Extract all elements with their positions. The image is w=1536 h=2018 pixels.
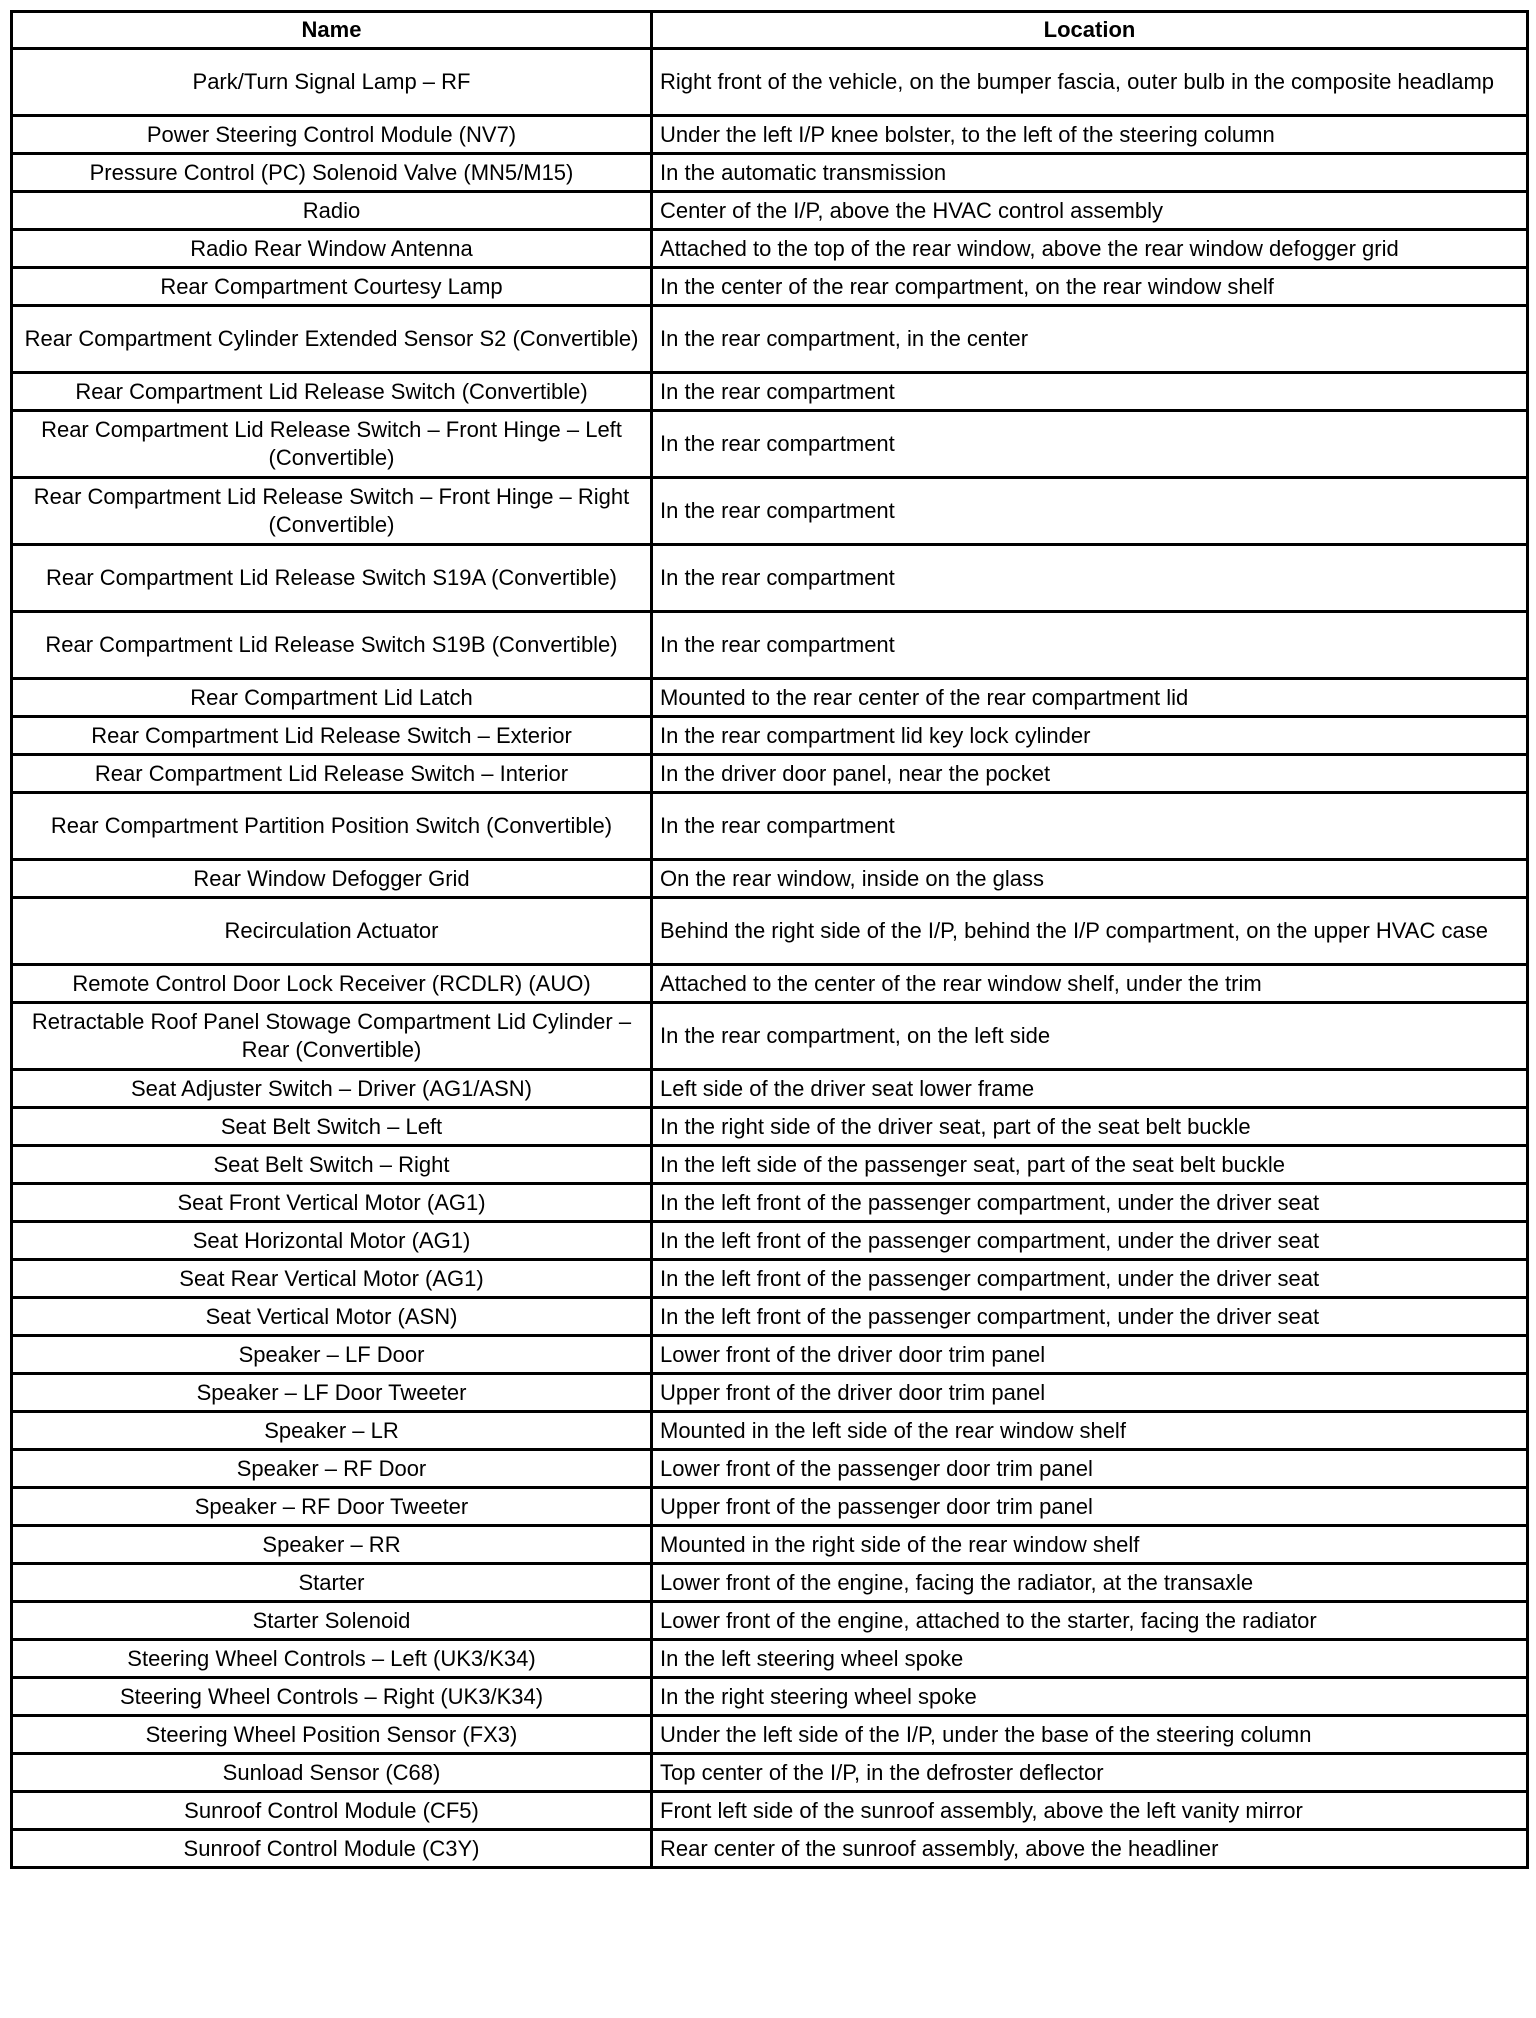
table-row [12,1792,1528,1830]
component-location-cell: In the rear compartment, on the left side [652,1003,1528,1070]
component-location-table [10,10,1529,1869]
component-name-cell: Rear Compartment Cylinder Extended Sensor S2 (Convertible) [12,306,652,373]
component-location-cell: In the rear compartment [652,793,1528,860]
component-location-cell: In the right side of the driver seat, part of the seat belt buckle [652,1108,1528,1146]
table-row [12,154,1528,192]
component-name-cell: Starter [12,1564,652,1602]
table-row [12,1298,1528,1336]
table-row [12,612,1528,679]
component-name-cell: Retractable Roof Panel Stowage Compartment Lid Cylinder – Rear (Convertible) [12,1003,652,1070]
component-location-cell: Lower front of the engine, attached to the starter, facing the radiator [652,1602,1528,1640]
table-row [12,1640,1528,1678]
component-name-cell: Rear Compartment Lid Release Switch (Convertible) [12,373,652,411]
component-location-cell: Front left side of the sunroof assembly, above the left vanity mirror [652,1792,1528,1830]
table-row [12,965,1528,1003]
component-name-cell: Steering Wheel Controls – Left (UK3/K34) [12,1640,652,1678]
component-location-cell: In the rear compartment [652,373,1528,411]
component-name-cell: Remote Control Door Lock Receiver (RCDLR) (AUO) [12,965,652,1003]
table-row [12,1412,1528,1450]
table-row [12,1830,1528,1868]
table-row [12,1222,1528,1260]
component-name-cell: Speaker – LR [12,1412,652,1450]
table-row [12,860,1528,898]
component-name-cell: Sunroof Control Module (CF5) [12,1792,652,1830]
component-location-cell: Upper front of the driver door trim panel [652,1374,1528,1412]
component-location-cell: In the rear compartment, in the center [652,306,1528,373]
component-name-cell: Seat Belt Switch – Right [12,1146,652,1184]
component-name-cell: Speaker – LF Door Tweeter [12,1374,652,1412]
component-name-cell: Rear Compartment Lid Release Switch – Exterior [12,717,652,755]
component-name-cell: Rear Compartment Lid Latch [12,679,652,717]
component-location-cell: In the rear compartment [652,612,1528,679]
location-column-header: Location [652,12,1528,49]
component-location-cell: Left side of the driver seat lower frame [652,1070,1528,1108]
table-row [12,1070,1528,1108]
table-row [12,411,1528,478]
table-row [12,1450,1528,1488]
component-name-cell: Park/Turn Signal Lamp – RF [12,49,652,116]
component-location-cell: Attached to the center of the rear window shelf, under the trim [652,965,1528,1003]
component-location-cell: Lower front of the engine, facing the radiator, at the transaxle [652,1564,1528,1602]
component-name-cell: Rear Compartment Courtesy Lamp [12,268,652,306]
component-location-cell: Under the left side of the I/P, under the base of the steering column [652,1716,1528,1754]
component-name-cell: Rear Compartment Lid Release Switch S19A (Convertible) [12,545,652,612]
component-name-cell: Radio Rear Window Antenna [12,230,652,268]
table-row [12,306,1528,373]
table-row [12,1678,1528,1716]
component-location-cell: Lower front of the passenger door trim panel [652,1450,1528,1488]
component-name-cell: Seat Adjuster Switch – Driver (AG1/ASN) [12,1070,652,1108]
component-location-cell: In the left front of the passenger compartment, under the driver seat [652,1298,1528,1336]
component-name-cell: Radio [12,192,652,230]
component-location-cell: Under the left I/P knee bolster, to the left of the steering column [652,116,1528,154]
component-location-cell: Mounted to the rear center of the rear compartment lid [652,679,1528,717]
component-location-cell: Mounted in the right side of the rear window shelf [652,1526,1528,1564]
component-name-cell: Rear Compartment Lid Release Switch – Interior [12,755,652,793]
component-name-cell: Seat Horizontal Motor (AG1) [12,1222,652,1260]
component-location-cell: On the rear window, inside on the glass [652,860,1528,898]
table-row [12,192,1528,230]
component-location-cell: Behind the right side of the I/P, behind the I/P compartment, on the upper HVAC case [652,898,1528,965]
table-row [12,679,1528,717]
component-location-cell: In the rear compartment [652,545,1528,612]
table-row [12,478,1528,545]
component-name-cell: Starter Solenoid [12,1602,652,1640]
component-name-cell: Rear Compartment Lid Release Switch – Front Hinge – Right (Convertible) [12,478,652,545]
component-location-cell: Mounted in the left side of the rear window shelf [652,1412,1528,1450]
component-name-cell: Rear Compartment Lid Release Switch – Front Hinge – Left (Convertible) [12,411,652,478]
component-location-cell: In the left front of the passenger compartment, under the driver seat [652,1184,1528,1222]
component-name-cell: Seat Rear Vertical Motor (AG1) [12,1260,652,1298]
table-row [12,268,1528,306]
component-location-cell: In the left side of the passenger seat, part of the seat belt buckle [652,1146,1528,1184]
component-name-cell: Rear Compartment Partition Position Switch (Convertible) [12,793,652,860]
component-location-cell: Lower front of the driver door trim panel [652,1336,1528,1374]
component-location-cell: In the rear compartment lid key lock cylinder [652,717,1528,755]
component-name-cell: Speaker – RF Door Tweeter [12,1488,652,1526]
component-name-cell: Rear Compartment Lid Release Switch S19B (Convertible) [12,612,652,679]
component-location-cell: Top center of the I/P, in the defroster deflector [652,1754,1528,1792]
component-name-cell: Pressure Control (PC) Solenoid Valve (MN5/M15) [12,154,652,192]
component-location-cell: In the left steering wheel spoke [652,1640,1528,1678]
table-row [12,1754,1528,1792]
component-name-cell: Power Steering Control Module (NV7) [12,116,652,154]
component-name-cell: Speaker – RR [12,1526,652,1564]
component-name-cell: Steering Wheel Position Sensor (FX3) [12,1716,652,1754]
component-name-cell: Seat Belt Switch – Left [12,1108,652,1146]
table-row [12,1184,1528,1222]
table-row [12,1003,1528,1070]
component-location-cell: Center of the I/P, above the HVAC control assembly [652,192,1528,230]
table-row [12,793,1528,860]
table-row [12,1374,1528,1412]
table-row [12,1564,1528,1602]
component-name-cell: Recirculation Actuator [12,898,652,965]
component-location-cell: Right front of the vehicle, on the bumper fascia, outer bulb in the composite headlamp [652,49,1528,116]
table-row [12,1260,1528,1298]
table-row [12,230,1528,268]
component-location-cell: In the left front of the passenger compartment, under the driver seat [652,1260,1528,1298]
table-row [12,1602,1528,1640]
name-column-header: Name [12,12,652,49]
component-location-cell: Upper front of the passenger door trim panel [652,1488,1528,1526]
component-name-cell: Speaker – RF Door [12,1450,652,1488]
component-location-sheet [10,10,1526,1869]
table-row [12,1336,1528,1374]
component-name-cell: Sunload Sensor (C68) [12,1754,652,1792]
table-row [12,1716,1528,1754]
component-location-cell: In the driver door panel, near the pocket [652,755,1528,793]
table-row [12,755,1528,793]
table-row [12,898,1528,965]
component-name-cell: Sunroof Control Module (C3Y) [12,1830,652,1868]
table-row [12,1526,1528,1564]
table-row [12,1146,1528,1184]
table-row [12,1488,1528,1526]
component-location-cell: In the center of the rear compartment, on the rear window shelf [652,268,1528,306]
table-row [12,49,1528,116]
component-location-cell: In the left front of the passenger compartment, under the driver seat [652,1222,1528,1260]
component-location-cell: Attached to the top of the rear window, above the rear window defogger grid [652,230,1528,268]
table-row [12,545,1528,612]
component-location-cell: Rear center of the sunroof assembly, above the headliner [652,1830,1528,1868]
component-name-cell: Seat Vertical Motor (ASN) [12,1298,652,1336]
component-location-cell: In the rear compartment [652,411,1528,478]
table-header-row [12,12,1528,49]
component-name-cell: Seat Front Vertical Motor (AG1) [12,1184,652,1222]
component-location-cell: In the automatic transmission [652,154,1528,192]
component-name-cell: Rear Window Defogger Grid [12,860,652,898]
table-row [12,373,1528,411]
table-row [12,116,1528,154]
component-name-cell: Speaker – LF Door [12,1336,652,1374]
table-row [12,1108,1528,1146]
component-location-cell: In the rear compartment [652,478,1528,545]
table-row [12,717,1528,755]
component-name-cell: Steering Wheel Controls – Right (UK3/K34) [12,1678,652,1716]
component-location-cell: In the right steering wheel spoke [652,1678,1528,1716]
